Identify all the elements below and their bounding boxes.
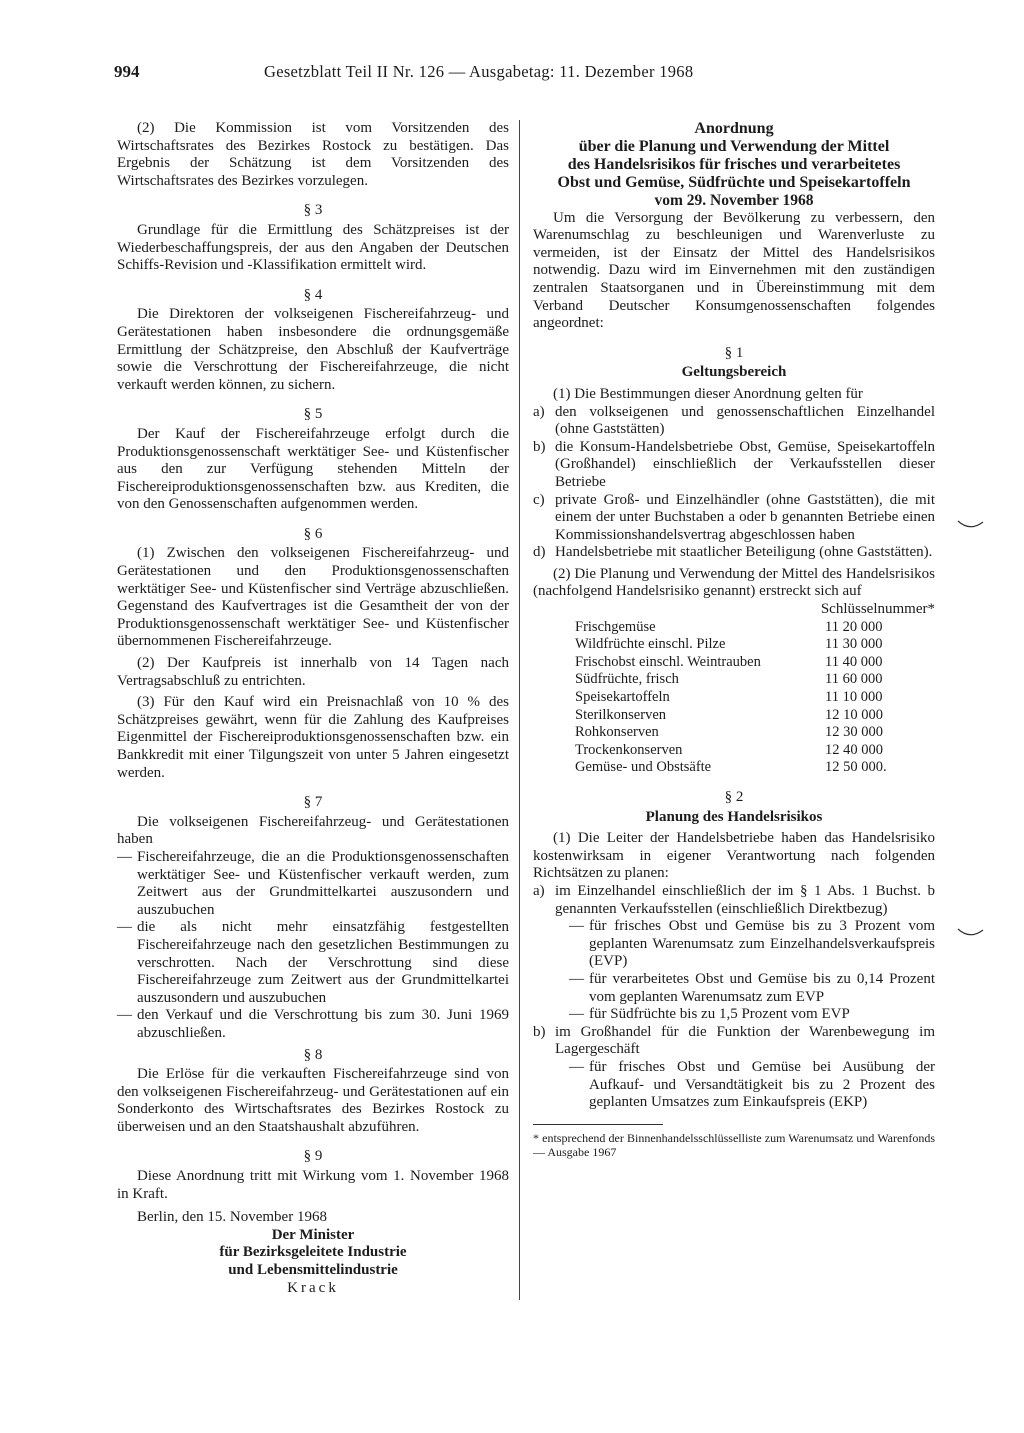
dash-mark: — [569,970,584,987]
section-2-title: Planung des Handelsrisikos [645,808,823,825]
dash-mark: — [117,919,132,936]
key-number: 12 50 000. [825,759,887,776]
page-number: 994 [114,62,140,81]
signatory-name: Krack [287,1279,339,1296]
table-row [575,636,905,654]
footnote-rule [533,1124,663,1125]
section-heading-6: § 6 [303,525,323,542]
left-column [117,120,509,1297]
margin-mark-icon [956,518,986,534]
sub-list-item [569,1006,935,1024]
table-row [575,724,905,742]
product-name: Speisekartoffeln [575,689,670,706]
section-9-text: Diese Anordnung tritt mit Wirkung vom 1. November 1968 in Kraft. [117,1168,509,1202]
sub-list-item-text: für frisches Obst und Gemüse bis zu 3 Prozent vom geplanten Warenumsatz zum Einzelhandelsverkaufspreis (EVP) [589,918,935,970]
sub-list-item [569,1059,935,1112]
dash-mark: — [569,1006,584,1023]
section-heading-7: § 7 [303,794,323,811]
footnote: * entsprechend der Binnenhandelsschlüsselliste zum Warenumsatz und Warenfonds — Ausgabe 1967 [533,1130,935,1159]
dash-mark: — [117,1007,132,1024]
list-item [533,1024,935,1059]
ordinance-title-line-4: Obst und Gemüse, Südfrüchte und Speisekartoffeln [557,174,911,191]
list-marker: b) [533,438,546,455]
section-5-text: Der Kauf der Fischereifahrzeuge erfolgt durch die Produktionsgenossenschaft werktätiger See- und Küstenfischer aus den zur Verfügung stehenden Mitteln der Fischereiproduktionsgenossenschaften bzw. aus Krediten, die von den Genossenschaften aufgenommen werden. [117,425,509,513]
product-name: Südfrüchte, frisch [575,671,679,688]
list-item [533,492,935,545]
table-row [575,707,905,725]
section-heading-9: § 9 [303,1148,323,1165]
sub-list-item-text: für frisches Obst und Gemüse bei Ausübung der Aufkauf- und Versandtätigkeit bis zu 2 Prozent des geplanten Umsatzes zum Einkaufspreis (EKP) [589,1058,935,1111]
product-name: Frischobst einschl. Weintrauben [575,653,761,670]
ordinance-title-line-2: über die Planung und Verwendung der Mittel [578,138,890,155]
sub-list-item [569,918,935,971]
sub-list-item [569,971,935,1006]
list-item-text: Handelsbetriebe mit staatlicher Beteiligung (ohne Gaststätten). [555,544,933,561]
list-item [533,544,935,562]
section-2-paragraph-1: (1) Die Leiter der Handelsbetriebe haben das Handelsrisiko kostenwirksam in eigener Verantwortung nach folgenden Richtsätzen zu planen: [533,830,935,882]
key-number-table [575,619,905,777]
key-number: 11 30 000 [825,636,883,653]
ordinance-title-line-1: Anordnung [694,120,774,137]
sub-list-item-text: für verarbeitetes Obst und Gemüse bis zu 0,14 Prozent vom geplanten Warenumsatz zum EVP [589,970,935,1005]
list-item [533,404,935,439]
key-number: 11 20 000 [825,618,883,635]
section-heading-3: § 3 [303,202,323,219]
ordinance-title-line-3: des Handelsrisikos für frisches und verarbeitetes [567,156,901,173]
key-number: 12 40 000 [825,741,883,758]
list-item-text: die als nicht mehr einsatzfähig festgestellten Fischereifahrzeuge nach den gesetzlichen Bestimmungen zu verschrotten. Nach der Verschrottung sind diese Fischereifahrzeuge zum Zeitwert aus der Grundmittelkartei auszusondern und auszubuchen [137,919,509,1006]
list-item-text: die Konsum-Handelsbetriebe Obst, Gemüse, Speisekartoffeln (Großhandel) einschließlich der Verkaufsstellen dieser Betriebe [555,438,935,490]
list-item-text: den volkseigenen und genossenschaftlichen Einzelhandel (ohne Gaststätten) [555,403,935,438]
section-1-paragraph-1: (1) Die Bestimmungen dieser Anordnung gelten für [553,385,863,402]
table-row [575,671,905,689]
list-item-text: im Großhandel für die Funktion der Warenbewegung im Lagergeschäft [555,1023,935,1058]
ordinance-date: vom 29. November 1968 [654,192,814,209]
section-heading-5: § 5 [303,406,323,423]
list-marker: d) [533,544,546,561]
table-row [575,759,905,777]
right-column [533,120,935,1159]
section-heading-1: § 1 [724,344,744,361]
dash-mark: — [569,1058,584,1075]
signature-title-line-2: für Bezirksgeleitete Industrie [219,1244,407,1261]
list-item-text: im Einzelhandel einschließlich der im § 1 Abs. 1 Buchst. b genannten Verkaufsstellen (einschließlich Direktbezug) [555,882,935,917]
dash-mark: — [569,918,584,935]
running-header [114,62,936,88]
list-marker: a) [533,882,545,899]
product-name: Sterilkonserven [575,706,667,723]
list-item [117,849,509,919]
section-6-paragraph-3: (3) Für den Kauf wird ein Preisnachlaß von 10 % des Schätzpreises gewährt, wenn für die Zahlung des Kaufpreises Eigenmittel der Fischereiproduktionsgenossenschaften bzw. ein Bankkredit mit einer Tilgungszeit von unter 5 Jahren eingesetzt werden. [117,694,509,781]
key-number: 11 10 000 [825,689,883,706]
key-number: 12 10 000 [825,706,883,723]
column-divider [519,120,520,1300]
key-number: 12 30 000 [825,724,883,741]
list-item [533,883,935,918]
product-name: Trockenkonserven [575,741,683,758]
section-heading-8: § 8 [303,1046,323,1063]
table-row [575,654,905,672]
list-item-text: Fischereifahrzeuge, die an die Produktionsgenossenschaften werktätiger See- und Küstenfischer verkauft werden, zum Zeitwert aus der Grundmittelkartei auszusondern und auszubuchen [137,848,509,918]
list-item-text: private Groß- und Einzelhändler (ohne Gaststätten), die mit einem der unter Buchstaben a oder b genannten Betriebe einen Kommissionshandelsvertrag abgeschlossen haben [555,491,935,543]
list-marker: c) [533,491,545,508]
list-marker: b) [533,1023,546,1040]
running-title: Gesetzblatt Teil II Nr. 126 — Ausgabetag: 11. Dezember 1968 [264,62,694,81]
table-row [575,619,905,637]
list-item [117,1007,509,1042]
section-1-title: Geltungsbereich [681,364,787,381]
section-4-text: Die Direktoren der volkseigenen Fischereifahrzeug- und Gerätestationen haben insbesondere die ordnungsgemäße Ermittlung der Schätzpreise, den Abschluß der Kaufverträge sowie die Verschrottung der Fischereifahrzeuge, die nicht verkauft werden können, zu sichern. [117,306,509,393]
signature-title-line-1: Der Minister [271,1226,355,1243]
product-name: Rohkonserven [575,724,659,741]
section-heading-2: § 2 [724,789,744,805]
place-date: Berlin, den 15. November 1968 [137,1209,327,1226]
product-name: Gemüse- und Obstsäfte [575,759,712,776]
margin-mark-icon [956,926,986,942]
key-number: 11 40 000 [825,653,883,670]
section-8-text: Die Erlöse für die verkauften Fischereifahrzeuge sind von den volkseigenen Fischereifahrzeug- und Gerätestationen auf ein Sonderkonto des Wirtschaftsrates des Bezirkes Rostock zu überweisen und an den Staatshaushalt abzuführen. [117,1066,509,1135]
list-marker: a) [533,403,545,420]
table-row [575,689,905,707]
signature-title-line-3: und Lebensmittelindustrie [228,1262,398,1279]
sub-list-item-text: für Südfrüchte bis zu 1,5 Prozent vom EVP [589,1006,850,1023]
key-number: 11 60 000 [825,671,883,688]
preamble: Um die Versorgung der Bevölkerung zu verbessern, den Warenumschlag zu beschleunigen und Warenverluste zu vermeiden, ist der Einsatz der Mittel des Handelsrisikos notwendig. Dazu wird im Einvernehmen mit den zuständigen zentralen Staatsorganen und in Übereinstimmung mit dem Verband Deutscher Konsumgenossenschaften folgendes angeordnet: [533,209,935,332]
section-6-paragraph-2: (2) Der Kaufpreis ist innerhalb von 14 Tagen nach Vertragsabschluß zu entrichten. [117,655,509,689]
dash-mark: — [117,848,132,865]
section-heading-4: § 4 [303,286,323,303]
table-row [575,742,905,760]
section-1-paragraph-2: (2) Die Planung und Verwendung der Mittel des Handelsrisikos (nachfolgend Handelsrisiko genannt) erstreckt sich auf [533,565,935,600]
product-name: Wildfrüchte einschl. Pilze [575,636,726,653]
section-6-paragraph-1: (1) Zwischen den volkseigenen Fischereifahrzeug- und Gerätestationen und den Produktionsgenossenschaften werktätiger See- und Küstenfischer sind Verträge abzuschließen. Gegenstand des Kaufvertrages ist die Gesamtheit der von der Produktionsgenossenschaft werktätiger See- und Küstenfischer übernommenen Fischereifahrzeuge. [117,545,509,650]
section-3-text: Grundlage für die Ermittlung des Schätzpreises ist der Wiederbeschaffungspreis, der aus den Angaben der Deutschen Schiffs-Revision und -Klassifikation ermittelt wird. [117,221,509,274]
section-7-intro: Die volkseigenen Fischereifahrzeug- und Gerätestationen haben [117,813,509,848]
key-number-header: Schlüsselnummer* [820,601,935,618]
paragraph-intro: (2) Die Kommission ist vom Vorsitzenden des Wirtschaftsrates des Bezirkes Rostock zu bestätigen. Das Ergebnis der Schätzung ist dem Vorsitzenden des Wirtschaftsrates des Bezirkes vorzulegen. [117,120,509,189]
list-item [117,919,509,1007]
list-item [533,439,935,492]
list-item-text: den Verkauf und die Verschrottung bis zum 30. Juni 1969 abzuschließen. [137,1007,509,1041]
product-name: Frischgemüse [575,618,656,635]
